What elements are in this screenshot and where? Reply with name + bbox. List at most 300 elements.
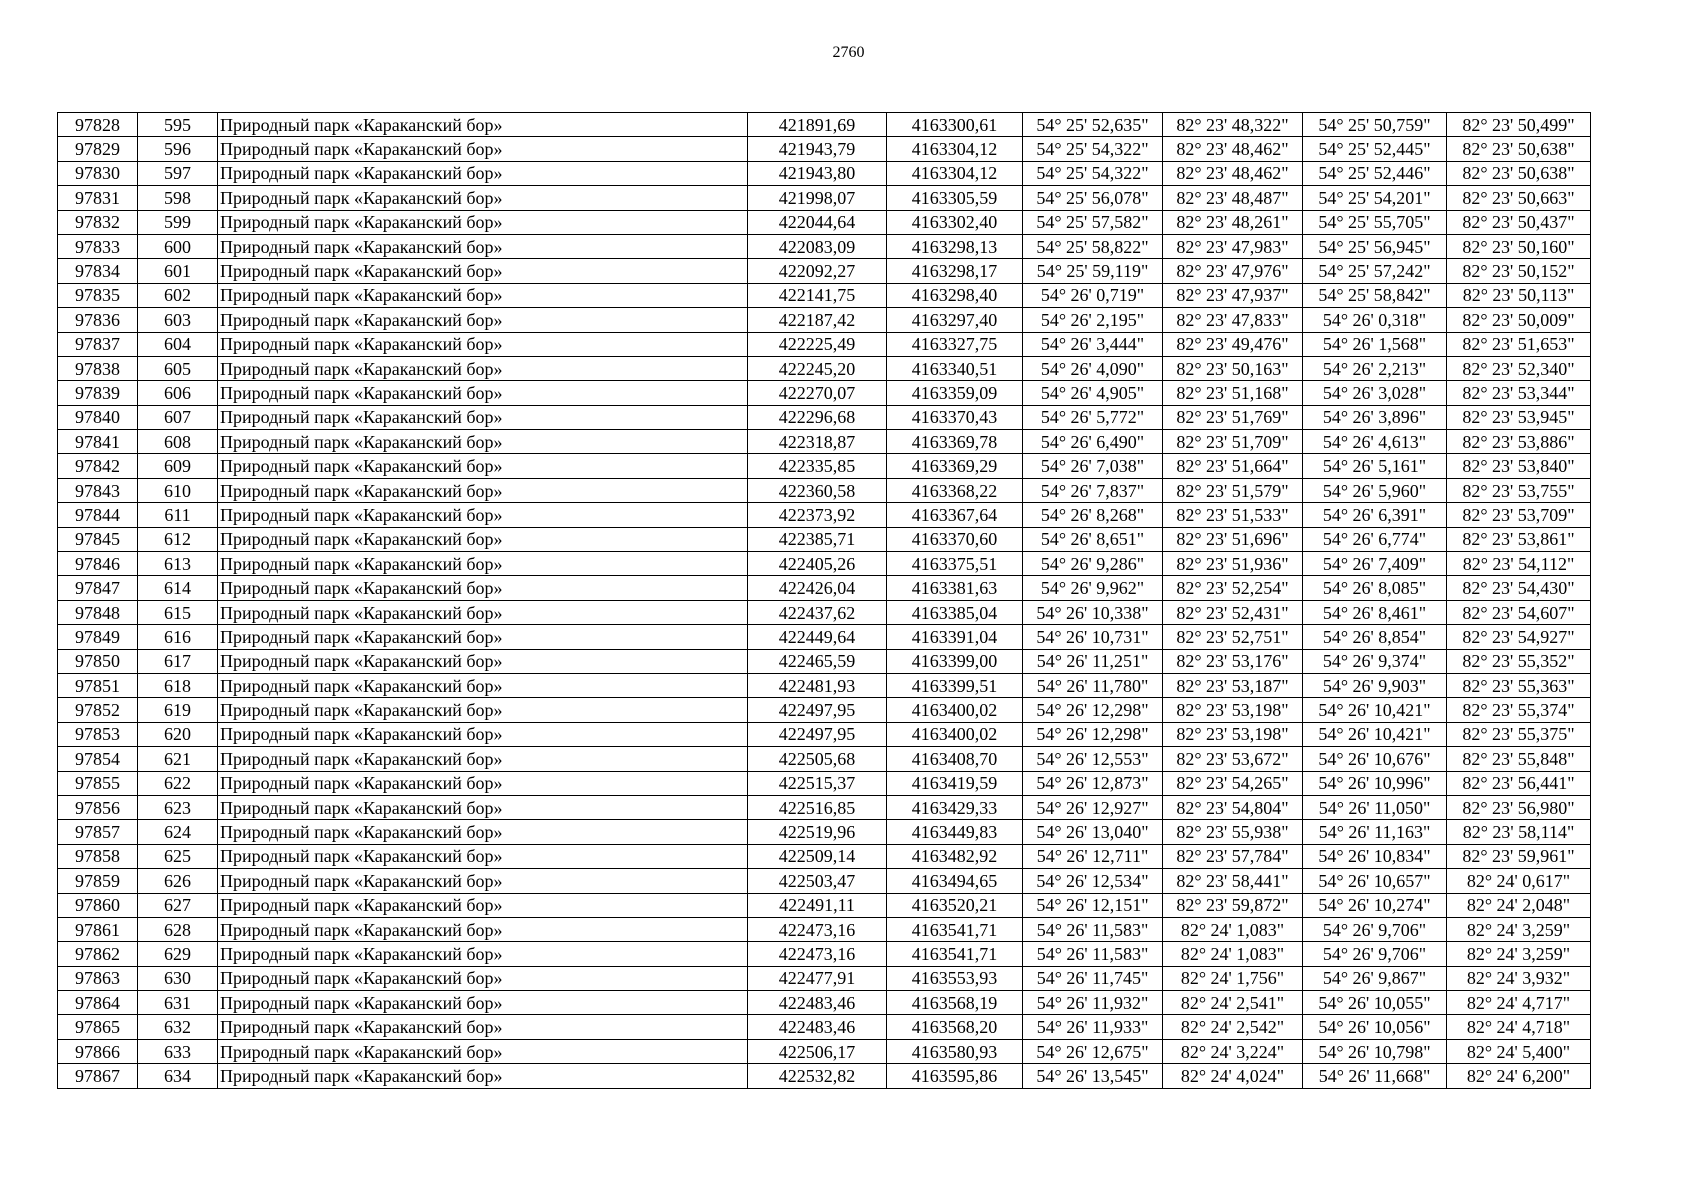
table-row (58, 210, 1591, 234)
object-name-cell: Природный парк «Караканский бор» (218, 161, 748, 185)
latitude-cell: 54° 26' 7,837" (1023, 478, 1163, 502)
latitude-cell: 54° 26' 5,772" (1023, 405, 1163, 429)
point-number-cell: 606 (138, 381, 218, 405)
table-row (58, 991, 1591, 1015)
longitude-alt-cell: 82° 23' 59,961" (1447, 844, 1591, 868)
longitude-cell: 82° 23' 53,198" (1163, 722, 1303, 746)
point-number-cell: 625 (138, 844, 218, 868)
latitude-cell: 54° 26' 12,534" (1023, 869, 1163, 893)
y-coordinate-cell: 4163300,61 (887, 113, 1023, 137)
table-row (58, 795, 1591, 819)
object-name-cell: Природный парк «Караканский бор» (218, 673, 748, 697)
latitude-cell: 54° 26' 12,553" (1023, 747, 1163, 771)
latitude-cell: 54° 26' 11,932" (1023, 991, 1163, 1015)
y-coordinate-cell: 4163370,60 (887, 527, 1023, 551)
record-id-cell: 97835 (58, 283, 138, 307)
longitude-cell: 82° 23' 48,462" (1163, 161, 1303, 185)
longitude-alt-cell: 82° 24' 2,048" (1447, 893, 1591, 917)
longitude-alt-cell: 82° 23' 50,437" (1447, 210, 1591, 234)
object-name-cell: Природный парк «Караканский бор» (218, 478, 748, 502)
latitude-alt-cell: 54° 26' 10,421" (1303, 722, 1447, 746)
longitude-alt-cell: 82° 23' 55,374" (1447, 698, 1591, 722)
latitude-cell: 54° 26' 10,731" (1023, 625, 1163, 649)
longitude-cell: 82° 23' 48,487" (1163, 186, 1303, 210)
latitude-alt-cell: 54° 25' 58,842" (1303, 283, 1447, 307)
x-coordinate-cell: 422503,47 (748, 869, 887, 893)
x-coordinate-cell: 422483,46 (748, 1015, 887, 1039)
longitude-alt-cell: 82° 23' 56,441" (1447, 771, 1591, 795)
latitude-alt-cell: 54° 26' 11,050" (1303, 795, 1447, 819)
table-row (58, 527, 1591, 551)
longitude-alt-cell: 82° 23' 55,352" (1447, 649, 1591, 673)
table-row (58, 600, 1591, 624)
point-number-cell: 596 (138, 137, 218, 161)
table-row (58, 820, 1591, 844)
latitude-cell: 54° 26' 12,298" (1023, 698, 1163, 722)
x-coordinate-cell: 422449,64 (748, 625, 887, 649)
record-id-cell: 97844 (58, 503, 138, 527)
latitude-alt-cell: 54° 26' 9,706" (1303, 942, 1447, 966)
record-id-cell: 97851 (58, 673, 138, 697)
latitude-alt-cell: 54° 26' 9,867" (1303, 966, 1447, 990)
record-id-cell: 97834 (58, 259, 138, 283)
object-name-cell: Природный парк «Караканский бор» (218, 722, 748, 746)
x-coordinate-cell: 421943,79 (748, 137, 887, 161)
object-name-cell: Природный парк «Караканский бор» (218, 356, 748, 380)
y-coordinate-cell: 4163385,04 (887, 600, 1023, 624)
point-number-cell: 628 (138, 917, 218, 941)
longitude-cell: 82° 23' 54,804" (1163, 795, 1303, 819)
longitude-alt-cell: 82° 23' 54,112" (1447, 552, 1591, 576)
table-row (58, 137, 1591, 161)
longitude-alt-cell: 82° 23' 55,848" (1447, 747, 1591, 771)
table-row (58, 771, 1591, 795)
object-name-cell: Природный парк «Караканский бор» (218, 991, 748, 1015)
object-name-cell: Природный парк «Караканский бор» (218, 966, 748, 990)
table-row (58, 893, 1591, 917)
x-coordinate-cell: 422335,85 (748, 454, 887, 478)
longitude-cell: 82° 23' 51,936" (1163, 552, 1303, 576)
longitude-alt-cell: 82° 23' 55,363" (1447, 673, 1591, 697)
longitude-cell: 82° 23' 47,983" (1163, 234, 1303, 258)
y-coordinate-cell: 4163297,40 (887, 308, 1023, 332)
latitude-cell: 54° 26' 12,711" (1023, 844, 1163, 868)
latitude-cell: 54° 26' 7,038" (1023, 454, 1163, 478)
longitude-cell: 82° 23' 48,322" (1163, 113, 1303, 137)
latitude-cell: 54° 26' 13,040" (1023, 820, 1163, 844)
latitude-alt-cell: 54° 26' 10,421" (1303, 698, 1447, 722)
longitude-alt-cell: 82° 23' 53,886" (1447, 430, 1591, 454)
table-row (58, 1064, 1591, 1088)
longitude-cell: 82° 23' 51,709" (1163, 430, 1303, 454)
object-name-cell: Природный парк «Караканский бор» (218, 1039, 748, 1063)
table-row (58, 186, 1591, 210)
y-coordinate-cell: 4163553,93 (887, 966, 1023, 990)
x-coordinate-cell: 422245,20 (748, 356, 887, 380)
record-id-cell: 97828 (58, 113, 138, 137)
longitude-cell: 82° 23' 47,937" (1163, 283, 1303, 307)
x-coordinate-cell: 422405,26 (748, 552, 887, 576)
record-id-cell: 97865 (58, 1015, 138, 1039)
longitude-alt-cell: 82° 23' 53,344" (1447, 381, 1591, 405)
table-row (58, 1039, 1591, 1063)
y-coordinate-cell: 4163595,86 (887, 1064, 1023, 1088)
latitude-alt-cell: 54° 26' 5,960" (1303, 478, 1447, 502)
x-coordinate-cell: 422360,58 (748, 478, 887, 502)
x-coordinate-cell: 421891,69 (748, 113, 887, 137)
longitude-alt-cell: 82° 23' 56,980" (1447, 795, 1591, 819)
y-coordinate-cell: 4163541,71 (887, 917, 1023, 941)
latitude-cell: 54° 26' 9,286" (1023, 552, 1163, 576)
point-number-cell: 619 (138, 698, 218, 722)
latitude-cell: 54° 25' 57,582" (1023, 210, 1163, 234)
longitude-cell: 82° 24' 2,541" (1163, 991, 1303, 1015)
longitude-alt-cell: 82° 24' 4,718" (1447, 1015, 1591, 1039)
y-coordinate-cell: 4163369,78 (887, 430, 1023, 454)
x-coordinate-cell: 422481,93 (748, 673, 887, 697)
object-name-cell: Природный парк «Караканский бор» (218, 137, 748, 161)
point-number-cell: 602 (138, 283, 218, 307)
longitude-alt-cell: 82° 24' 0,617" (1447, 869, 1591, 893)
longitude-cell: 82° 24' 1,083" (1163, 942, 1303, 966)
y-coordinate-cell: 4163298,40 (887, 283, 1023, 307)
y-coordinate-cell: 4163369,29 (887, 454, 1023, 478)
table-row (58, 405, 1591, 429)
x-coordinate-cell: 422426,04 (748, 576, 887, 600)
latitude-alt-cell: 54° 26' 11,668" (1303, 1064, 1447, 1088)
x-coordinate-cell: 422506,17 (748, 1039, 887, 1063)
y-coordinate-cell: 4163482,92 (887, 844, 1023, 868)
longitude-alt-cell: 82° 23' 55,375" (1447, 722, 1591, 746)
point-number-cell: 629 (138, 942, 218, 966)
table-row (58, 283, 1591, 307)
latitude-cell: 54° 26' 6,490" (1023, 430, 1163, 454)
y-coordinate-cell: 4163359,09 (887, 381, 1023, 405)
table-row (58, 966, 1591, 990)
table-row (58, 869, 1591, 893)
object-name-cell: Природный парк «Караканский бор» (218, 942, 748, 966)
latitude-cell: 54° 26' 12,298" (1023, 722, 1163, 746)
page-number: 2760 (832, 44, 865, 61)
latitude-alt-cell: 54° 26' 11,163" (1303, 820, 1447, 844)
y-coordinate-cell: 4163520,21 (887, 893, 1023, 917)
table-row (58, 942, 1591, 966)
latitude-cell: 54° 26' 11,583" (1023, 917, 1163, 941)
latitude-cell: 54° 25' 56,078" (1023, 186, 1163, 210)
table-body (58, 113, 1591, 1089)
table-row (58, 381, 1591, 405)
point-number-cell: 609 (138, 454, 218, 478)
latitude-cell: 54° 26' 11,583" (1023, 942, 1163, 966)
x-coordinate-cell: 422318,87 (748, 430, 887, 454)
point-number-cell: 595 (138, 113, 218, 137)
point-number-cell: 610 (138, 478, 218, 502)
y-coordinate-cell: 4163419,59 (887, 771, 1023, 795)
latitude-alt-cell: 54° 26' 6,774" (1303, 527, 1447, 551)
record-id-cell: 97843 (58, 478, 138, 502)
point-number-cell: 608 (138, 430, 218, 454)
x-coordinate-cell: 422497,95 (748, 698, 887, 722)
latitude-cell: 54° 25' 54,322" (1023, 161, 1163, 185)
record-id-cell: 97838 (58, 356, 138, 380)
object-name-cell: Природный парк «Караканский бор» (218, 869, 748, 893)
longitude-cell: 82° 23' 52,254" (1163, 576, 1303, 600)
y-coordinate-cell: 4163368,22 (887, 478, 1023, 502)
y-coordinate-cell: 4163367,64 (887, 503, 1023, 527)
x-coordinate-cell: 422509,14 (748, 844, 887, 868)
object-name-cell: Природный парк «Караканский бор» (218, 405, 748, 429)
point-number-cell: 620 (138, 722, 218, 746)
point-number-cell: 624 (138, 820, 218, 844)
x-coordinate-cell: 422385,71 (748, 527, 887, 551)
table-row (58, 161, 1591, 185)
x-coordinate-cell: 422437,62 (748, 600, 887, 624)
longitude-cell: 82° 23' 51,579" (1163, 478, 1303, 502)
x-coordinate-cell: 422516,85 (748, 795, 887, 819)
latitude-alt-cell: 54° 26' 10,055" (1303, 991, 1447, 1015)
x-coordinate-cell: 422270,07 (748, 381, 887, 405)
y-coordinate-cell: 4163400,02 (887, 698, 1023, 722)
point-number-cell: 615 (138, 600, 218, 624)
record-id-cell: 97852 (58, 698, 138, 722)
longitude-cell: 82° 24' 3,224" (1163, 1039, 1303, 1063)
point-number-cell: 604 (138, 332, 218, 356)
y-coordinate-cell: 4163340,51 (887, 356, 1023, 380)
y-coordinate-cell: 4163399,51 (887, 673, 1023, 697)
record-id-cell: 97833 (58, 234, 138, 258)
record-id-cell: 97848 (58, 600, 138, 624)
longitude-cell: 82° 23' 55,938" (1163, 820, 1303, 844)
point-number-cell: 598 (138, 186, 218, 210)
record-id-cell: 97856 (58, 795, 138, 819)
object-name-cell: Природный парк «Караканский бор» (218, 1064, 748, 1088)
longitude-alt-cell: 82° 23' 50,638" (1447, 137, 1591, 161)
latitude-alt-cell: 54° 26' 10,834" (1303, 844, 1447, 868)
longitude-alt-cell: 82° 23' 54,927" (1447, 625, 1591, 649)
point-number-cell: 623 (138, 795, 218, 819)
longitude-cell: 82° 24' 4,024" (1163, 1064, 1303, 1088)
longitude-cell: 82° 23' 53,672" (1163, 747, 1303, 771)
x-coordinate-cell: 422477,91 (748, 966, 887, 990)
x-coordinate-cell: 422141,75 (748, 283, 887, 307)
point-number-cell: 617 (138, 649, 218, 673)
latitude-cell: 54° 26' 11,251" (1023, 649, 1163, 673)
y-coordinate-cell: 4163541,71 (887, 942, 1023, 966)
record-id-cell: 97862 (58, 942, 138, 966)
object-name-cell: Природный парк «Караканский бор» (218, 113, 748, 137)
latitude-alt-cell: 54° 25' 52,446" (1303, 161, 1447, 185)
object-name-cell: Природный парк «Караканский бор» (218, 917, 748, 941)
longitude-alt-cell: 82° 23' 51,653" (1447, 332, 1591, 356)
object-name-cell: Природный парк «Караканский бор» (218, 552, 748, 576)
latitude-cell: 54° 25' 58,822" (1023, 234, 1163, 258)
x-coordinate-cell: 422083,09 (748, 234, 887, 258)
record-id-cell: 97836 (58, 308, 138, 332)
latitude-cell: 54° 26' 9,962" (1023, 576, 1163, 600)
y-coordinate-cell: 4163399,00 (887, 649, 1023, 673)
point-number-cell: 612 (138, 527, 218, 551)
x-coordinate-cell: 422473,16 (748, 942, 887, 966)
record-id-cell: 97842 (58, 454, 138, 478)
record-id-cell: 97855 (58, 771, 138, 795)
x-coordinate-cell: 422519,96 (748, 820, 887, 844)
x-coordinate-cell: 421943,80 (748, 161, 887, 185)
object-name-cell: Природный парк «Караканский бор» (218, 576, 748, 600)
x-coordinate-cell: 422491,11 (748, 893, 887, 917)
y-coordinate-cell: 4163568,19 (887, 991, 1023, 1015)
latitude-alt-cell: 54° 26' 9,903" (1303, 673, 1447, 697)
longitude-alt-cell: 82° 23' 50,009" (1447, 308, 1591, 332)
point-number-cell: 618 (138, 673, 218, 697)
x-coordinate-cell: 422465,59 (748, 649, 887, 673)
longitude-cell: 82° 24' 2,542" (1163, 1015, 1303, 1039)
point-number-cell: 633 (138, 1039, 218, 1063)
record-id-cell: 97860 (58, 893, 138, 917)
table-row (58, 113, 1591, 137)
latitude-cell: 54° 26' 8,651" (1023, 527, 1163, 551)
record-id-cell: 97866 (58, 1039, 138, 1063)
latitude-cell: 54° 26' 12,675" (1023, 1039, 1163, 1063)
object-name-cell: Природный парк «Караканский бор» (218, 771, 748, 795)
latitude-alt-cell: 54° 26' 1,568" (1303, 332, 1447, 356)
longitude-cell: 82° 23' 52,751" (1163, 625, 1303, 649)
point-number-cell: 630 (138, 966, 218, 990)
record-id-cell: 97831 (58, 186, 138, 210)
longitude-alt-cell: 82° 23' 54,607" (1447, 600, 1591, 624)
table-row (58, 625, 1591, 649)
latitude-cell: 54° 25' 59,119" (1023, 259, 1163, 283)
record-id-cell: 97863 (58, 966, 138, 990)
object-name-cell: Природный парк «Караканский бор» (218, 186, 748, 210)
latitude-cell: 54° 26' 0,719" (1023, 283, 1163, 307)
latitude-alt-cell: 54° 25' 55,705" (1303, 210, 1447, 234)
table-row (58, 722, 1591, 746)
latitude-cell: 54° 26' 10,338" (1023, 600, 1163, 624)
table-row (58, 332, 1591, 356)
record-id-cell: 97840 (58, 405, 138, 429)
longitude-cell: 82° 23' 53,176" (1163, 649, 1303, 673)
record-id-cell: 97829 (58, 137, 138, 161)
y-coordinate-cell: 4163304,12 (887, 137, 1023, 161)
latitude-alt-cell: 54° 26' 10,676" (1303, 747, 1447, 771)
latitude-alt-cell: 54° 26' 8,085" (1303, 576, 1447, 600)
point-number-cell: 634 (138, 1064, 218, 1088)
object-name-cell: Природный парк «Караканский бор» (218, 503, 748, 527)
longitude-cell: 82° 23' 51,664" (1163, 454, 1303, 478)
record-id-cell: 97859 (58, 869, 138, 893)
object-name-cell: Природный парк «Караканский бор» (218, 430, 748, 454)
table-row (58, 552, 1591, 576)
latitude-alt-cell: 54° 25' 56,945" (1303, 234, 1447, 258)
latitude-alt-cell: 54° 26' 5,161" (1303, 454, 1447, 478)
latitude-alt-cell: 54° 26' 10,056" (1303, 1015, 1447, 1039)
table-row (58, 649, 1591, 673)
longitude-cell: 82° 24' 1,756" (1163, 966, 1303, 990)
latitude-cell: 54° 26' 11,933" (1023, 1015, 1163, 1039)
longitude-alt-cell: 82° 23' 50,663" (1447, 186, 1591, 210)
longitude-cell: 82° 23' 52,431" (1163, 600, 1303, 624)
latitude-alt-cell: 54° 26' 8,854" (1303, 625, 1447, 649)
y-coordinate-cell: 4163298,17 (887, 259, 1023, 283)
latitude-alt-cell: 54° 26' 6,391" (1303, 503, 1447, 527)
point-number-cell: 616 (138, 625, 218, 649)
record-id-cell: 97867 (58, 1064, 138, 1088)
record-id-cell: 97853 (58, 722, 138, 746)
point-number-cell: 607 (138, 405, 218, 429)
latitude-alt-cell: 54° 25' 57,242" (1303, 259, 1447, 283)
longitude-alt-cell: 82° 23' 53,840" (1447, 454, 1591, 478)
x-coordinate-cell: 422505,68 (748, 747, 887, 771)
object-name-cell: Природный парк «Караканский бор» (218, 527, 748, 551)
longitude-alt-cell: 82° 23' 50,499" (1447, 113, 1591, 137)
longitude-alt-cell: 82° 23' 53,945" (1447, 405, 1591, 429)
y-coordinate-cell: 4163400,02 (887, 722, 1023, 746)
point-number-cell: 599 (138, 210, 218, 234)
object-name-cell: Природный парк «Караканский бор» (218, 698, 748, 722)
latitude-cell: 54° 26' 13,545" (1023, 1064, 1163, 1088)
record-id-cell: 97864 (58, 991, 138, 1015)
object-name-cell: Природный парк «Караканский бор» (218, 381, 748, 405)
x-coordinate-cell: 422473,16 (748, 917, 887, 941)
longitude-cell: 82° 23' 47,976" (1163, 259, 1303, 283)
coordinates-table (57, 112, 1591, 1089)
latitude-cell: 54° 26' 11,745" (1023, 966, 1163, 990)
record-id-cell: 97830 (58, 161, 138, 185)
object-name-cell: Природный парк «Караканский бор» (218, 795, 748, 819)
latitude-cell: 54° 26' 2,195" (1023, 308, 1163, 332)
x-coordinate-cell: 422373,92 (748, 503, 887, 527)
object-name-cell: Природный парк «Караканский бор» (218, 747, 748, 771)
x-coordinate-cell: 422092,27 (748, 259, 887, 283)
object-name-cell: Природный парк «Караканский бор» (218, 332, 748, 356)
point-number-cell: 605 (138, 356, 218, 380)
point-number-cell: 627 (138, 893, 218, 917)
longitude-alt-cell: 82° 24' 3,259" (1447, 917, 1591, 941)
longitude-alt-cell: 82° 23' 53,861" (1447, 527, 1591, 551)
longitude-alt-cell: 82° 23' 54,430" (1447, 576, 1591, 600)
object-name-cell: Природный парк «Караканский бор» (218, 283, 748, 307)
object-name-cell: Природный парк «Караканский бор» (218, 308, 748, 332)
longitude-cell: 82° 23' 49,476" (1163, 332, 1303, 356)
table-row (58, 234, 1591, 258)
table-row (58, 259, 1591, 283)
latitude-cell: 54° 26' 12,151" (1023, 893, 1163, 917)
longitude-alt-cell: 82° 24' 6,200" (1447, 1064, 1591, 1088)
y-coordinate-cell: 4163449,83 (887, 820, 1023, 844)
y-coordinate-cell: 4163302,40 (887, 210, 1023, 234)
longitude-cell: 82° 23' 59,872" (1163, 893, 1303, 917)
latitude-alt-cell: 54° 26' 9,374" (1303, 649, 1447, 673)
latitude-alt-cell: 54° 26' 10,996" (1303, 771, 1447, 795)
latitude-alt-cell: 54° 26' 10,274" (1303, 893, 1447, 917)
table-row (58, 430, 1591, 454)
point-number-cell: 597 (138, 161, 218, 185)
y-coordinate-cell: 4163580,93 (887, 1039, 1023, 1063)
record-id-cell: 97850 (58, 649, 138, 673)
table-row (58, 1015, 1591, 1039)
y-coordinate-cell: 4163305,59 (887, 186, 1023, 210)
object-name-cell: Природный парк «Караканский бор» (218, 210, 748, 234)
longitude-cell: 82° 23' 58,441" (1163, 869, 1303, 893)
longitude-cell: 82° 23' 51,696" (1163, 527, 1303, 551)
latitude-cell: 54° 26' 12,927" (1023, 795, 1163, 819)
longitude-alt-cell: 82° 23' 50,152" (1447, 259, 1591, 283)
longitude-cell: 82° 23' 47,833" (1163, 308, 1303, 332)
longitude-cell: 82° 23' 50,163" (1163, 356, 1303, 380)
latitude-cell: 54° 26' 3,444" (1023, 332, 1163, 356)
point-number-cell: 614 (138, 576, 218, 600)
record-id-cell: 97841 (58, 430, 138, 454)
